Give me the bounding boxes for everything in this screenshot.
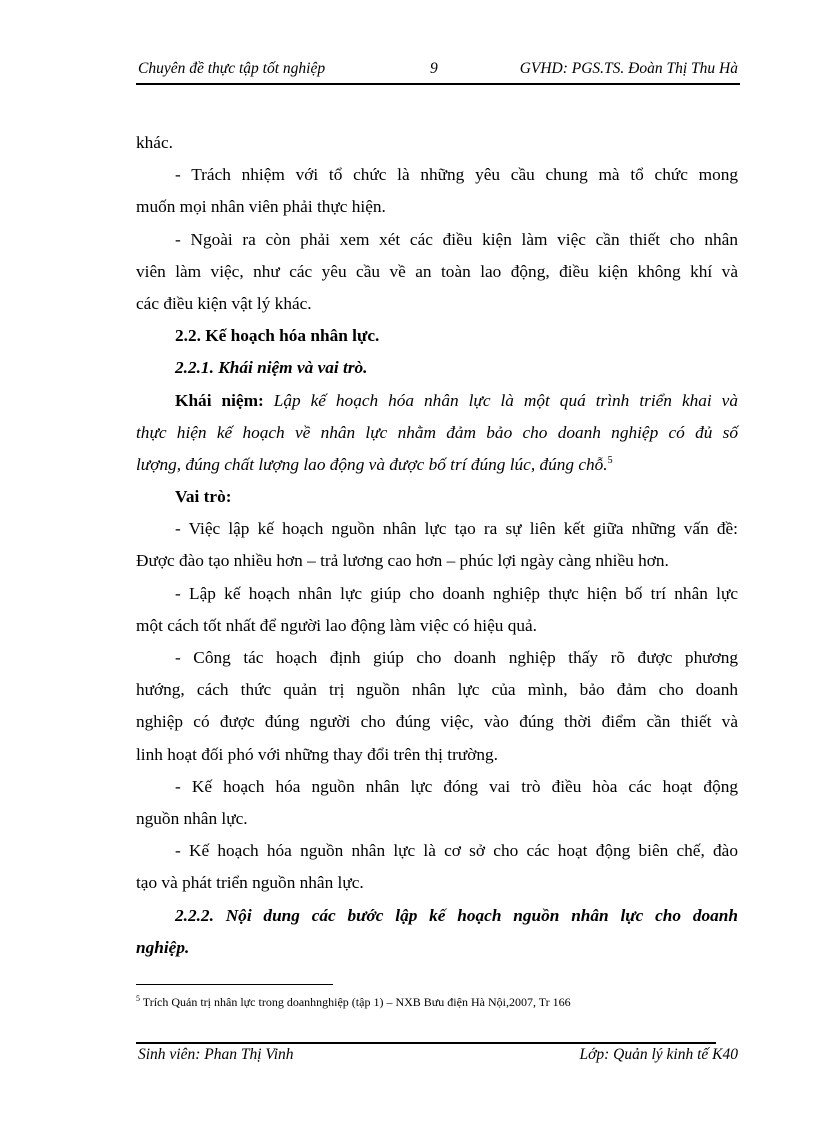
- text-run: - Công tác hoạch định giúp cho doanh nghiệp thấy rõ được phương: [175, 648, 738, 667]
- text-run: các điều kiện vật lý khác.: [136, 293, 312, 313]
- text-line: [136, 481, 738, 513]
- footer-class: Lớp: Quản lý kinh tế K40: [579, 1046, 738, 1063]
- footnote-text: Trích Quản trị nhân lực trong doanhnghiệp (tập 1) – NXB Bưu điện Hà Nội,2007, Tr 166: [140, 995, 571, 1009]
- text-line: [136, 835, 738, 867]
- text-line: [136, 256, 738, 288]
- text-run: lượng, đúng chất lượng lao động và được bố trí đúng lúc, đúng chỗ.: [136, 454, 608, 474]
- text-line: [136, 417, 738, 449]
- header-advisor: GVHD: PGS.TS. Đoàn Thị Thu Hà: [519, 60, 738, 77]
- text-line: [136, 545, 738, 577]
- header-rule: [136, 83, 740, 85]
- text-run: linh hoạt đối phó với những thay đổi trên thị trường.: [136, 744, 498, 764]
- text-line: [136, 932, 738, 964]
- text-run: - Lập kế hoạch nhân lực giúp cho doanh nghiệp thực hiện bố trí nhân lực: [175, 583, 738, 603]
- text-run: - Ngoài ra còn phải xem xét các điều kiện làm việc cần thiết cho nhân: [175, 229, 738, 249]
- text-line: [136, 803, 738, 835]
- text-run: 2.2. Kế hoạch hóa nhân lực.: [175, 326, 380, 346]
- footnote-reference: 5: [607, 455, 613, 467]
- text-line: [136, 771, 738, 803]
- text-run: Vai trò:: [175, 487, 232, 507]
- text-line: [136, 513, 738, 545]
- text-line: [136, 739, 738, 771]
- text-run: muốn mọi nhân viên phải thực hiện.: [136, 197, 386, 217]
- text-run: 2.2.2. Nội dung các bước lập kế hoạch nguồn nhân lực cho doanh: [175, 905, 738, 925]
- text-line: [136, 610, 738, 642]
- text-line: [136, 674, 738, 706]
- text-line: [136, 385, 738, 417]
- text-line: [136, 449, 738, 481]
- footnote-separator: [136, 984, 333, 985]
- text-line: [136, 867, 738, 899]
- text-run: 2.2.1. Khái niệm và vai trò.: [175, 358, 368, 378]
- text-run: hướng, cách thức quản trị nguồn nhân lực của mình, bảo đảm cho doanh: [136, 680, 738, 700]
- text-line: [136, 320, 738, 352]
- text-run: thực hiện kế hoạch về nhân lực nhằm đảm bảo cho doanh nghiệp có đủ số: [136, 422, 738, 442]
- text-run: - Trách nhiệm với tổ chức là những yêu cầu chung mà tổ chức mong: [175, 165, 738, 185]
- text-run: - Việc lập kế hoạch nguồn nhân lực tạo ra sự liên kết giữa những vấn đề:: [175, 519, 738, 539]
- text-run: nguồn nhân lực.: [136, 808, 248, 828]
- text-run: nghiệp.: [136, 937, 190, 957]
- header-title: Chuyên đề thực tập tốt nghiệp: [138, 60, 326, 77]
- text-run: Lập kế hoạch hóa nhân lực là một quá trình triển khai và: [263, 390, 738, 410]
- text-line: [136, 191, 738, 223]
- text-run: Được đào tạo nhiều hơn – trả lương cao hơn – phúc lợi ngày càng nhiều hơn.: [136, 551, 669, 571]
- text-run: - Kế hoạch hóa nguồn nhân lực là cơ sở cho các hoạt động biên chế, đào: [175, 841, 738, 861]
- text-run: khác.: [136, 133, 173, 152]
- text-line: [136, 127, 738, 159]
- text-line: [136, 642, 738, 674]
- text-line: [136, 578, 738, 610]
- text-run: viên làm việc, như các yêu cầu về an toàn lao động, điều kiện không khí và: [136, 261, 738, 281]
- footer-student: Sinh viên: Phan Thị Vinh: [138, 1046, 294, 1063]
- page-footer: [138, 1046, 738, 1066]
- text-line: [136, 288, 738, 320]
- text-run: nghiệp có được đúng người cho đúng việc, vào đúng thời điểm cần thiết và: [136, 712, 738, 732]
- text-line: [136, 706, 738, 738]
- text-line: [136, 352, 738, 384]
- text-line: [136, 159, 738, 191]
- text-line: [136, 900, 738, 932]
- document-body: [136, 127, 738, 964]
- text-run: - Kế hoạch hóa nguồn nhân lực đóng vai trò điều hòa các hoạt động: [175, 776, 738, 796]
- footnote-number: 5: [136, 994, 140, 1003]
- text-run: một cách tốt nhất để người lao động làm việc có hiệu quả.: [136, 615, 537, 635]
- page-header: [138, 60, 738, 82]
- footer-rule: [136, 1042, 716, 1044]
- text-run: tạo và phát triển nguồn nhân lực.: [136, 873, 364, 893]
- footnote: [136, 994, 571, 1010]
- text-line: [136, 224, 738, 256]
- page-number: 9: [430, 60, 438, 77]
- text-run: Khái niệm:: [175, 390, 264, 410]
